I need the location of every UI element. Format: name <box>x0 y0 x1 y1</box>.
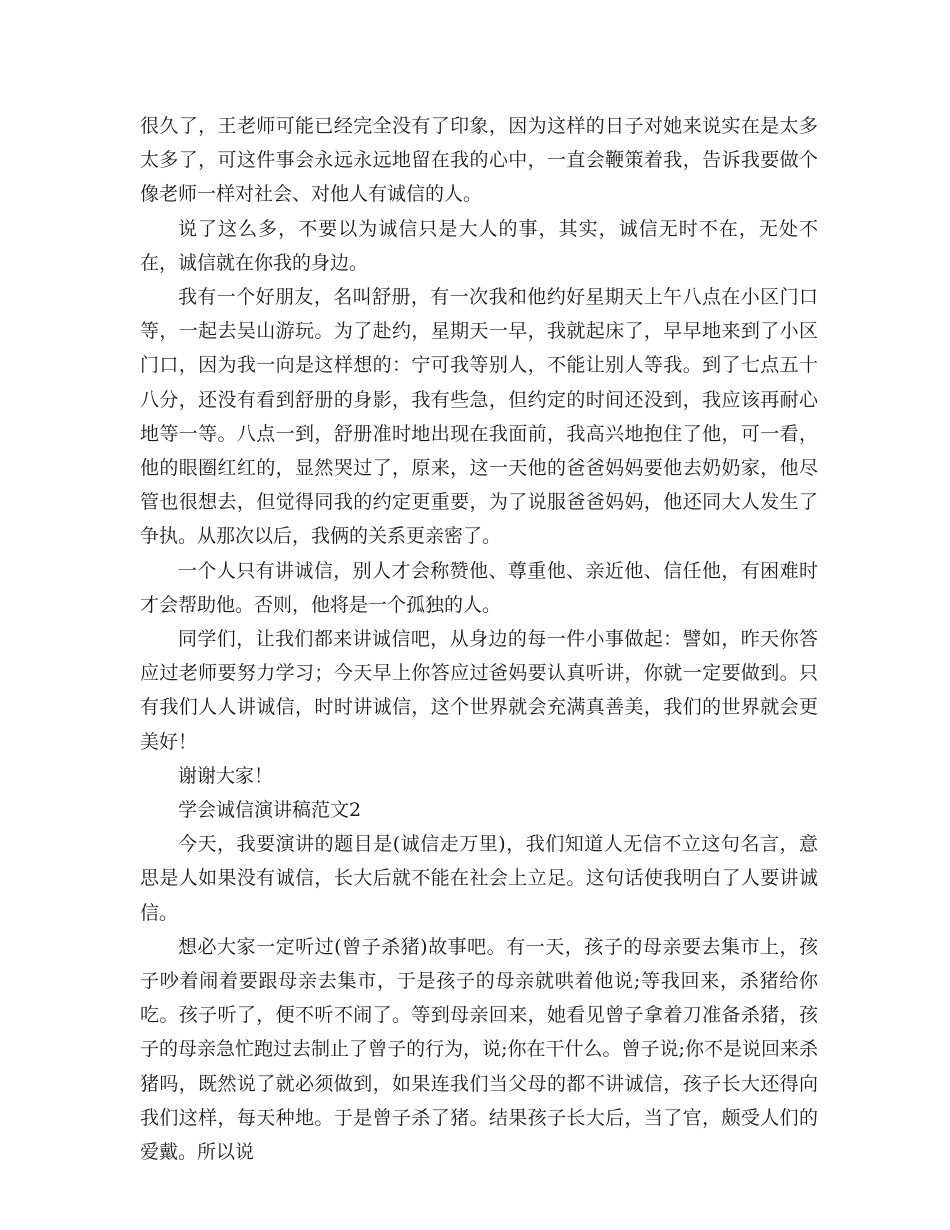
paragraph-7: 想必大家一定听过(曾子杀猪)故事吧。有一天，孩子的母亲要去集市上，孩子吵着闹着要跟母亲去集市，于是孩子的母亲就哄着他说;等我回来，杀猪给你吃。孩子听了，便不听不闹了。等到母亲回来，她看见曾子拿着刀准备杀猪，孩子的母亲急忙跑过去制止了曾子的行为，说;你在干什么。曾子说;你不是说回来杀猪吗，既然说了就必须做到，如果连我们当父母的都不讲诚信，孩子长大还得向我们这样，每天种地。于是曾子杀了猪。结果孩子长大后，当了官，颇受人们的爱戴。所以说 <box>140 935 818 1164</box>
paragraph-4: 一个人只有讲诚信，别人才会称赞他、尊重他、亲近他、信任他，有困难时才会帮助他。否则，他将是一个孤独的人。 <box>140 559 818 616</box>
document-body <box>140 109 818 1169</box>
paragraph-3: 我有一个好朋友，名叫舒册，有一次我和他约好星期天上午八点在小区门口等，一起去吴山游玩。为了赴约，星期天一早，我就起床了，早早地来到了小区门口，因为我一向是这样想的：宁可我等别人，不能让别人等我。到了七点五十八分，还没有看到舒册的身影，我有些急，但约定的时间还没到，我应该再耐心地等一等。八点一到，舒册准时地出现在我面前，我高兴地抱住了他，可一看，他的眼圈红红的，显然哭过了，原来，这一天他的爸爸妈妈要他去奶奶家，他尽管也很想去，但觉得同我的约定更重要，为了说服爸爸妈妈，他还同大人发生了争执。从那次以后，我俩的关系更亲密了。 <box>140 286 818 548</box>
paragraph-thanks: 谢谢大家！ <box>178 764 274 787</box>
paragraph-6: 今天，我要演讲的题目是(诚信走万里)，我们知道人无信不立这句名言，意思是人如果没有诚信，长大后就不能在社会上立足。这句话使我明白了人要讲诚信。 <box>140 833 818 924</box>
paragraph-1: 很久了，王老师可能已经完全没有了印象，因为这样的日子对她来说实在是太多太多了，可这件事会永远永远地留在我的心中，一直会鞭策着我，告诉我要做个像老师一样对社会、对他人有诚信的人。 <box>140 115 818 206</box>
paragraph-2: 说了这么多，不要以为诚信只是大人的事，其实，诚信无时不在，无处不在，诚信就在你我的身边。 <box>140 217 818 274</box>
paragraph-5: 同学们，让我们都来讲诚信吧，从身边的每一件小事做起：譬如，昨天你答应过老师要努力学习；今天早上你答应过爸妈要认真听讲，你就一定要做到。只有我们人人讲诚信，时时讲诚信，这个世界就会充满真善美，我们的世界就会更美好！ <box>140 628 818 753</box>
section-heading: 学会诚信演讲稿范文2 <box>178 799 362 822</box>
